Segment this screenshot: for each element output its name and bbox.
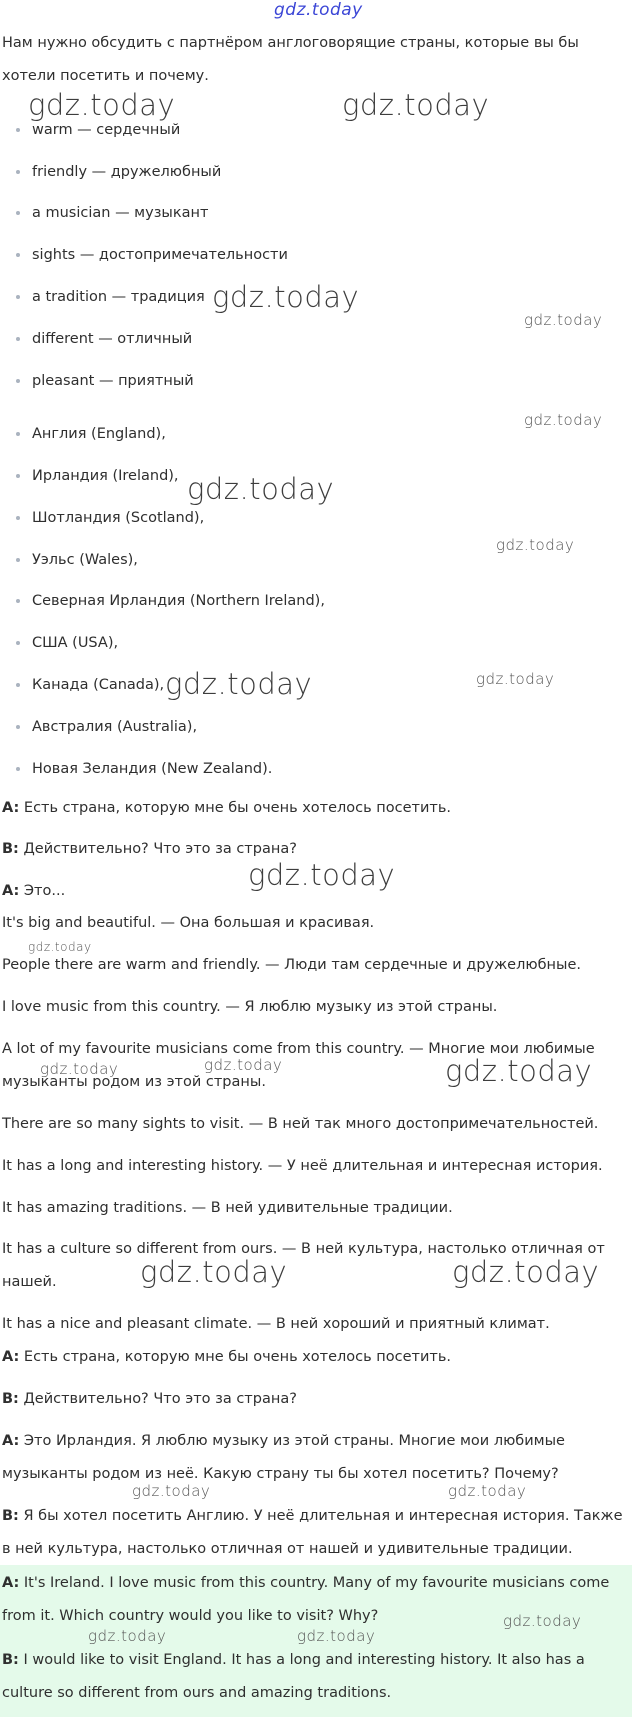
watermark: gdz.today (496, 536, 575, 554)
watermark: gdz.today (524, 411, 603, 429)
list-item: Ирландия (Ireland), (32, 468, 179, 484)
watermark: gdz.today (28, 88, 176, 122)
list-item: Новая Зеландия (New Zealand). (32, 761, 273, 777)
list-item: different — отличный (32, 331, 193, 347)
list-item: Шотландия (Scotland), (32, 510, 205, 526)
watermark: gdz.today (204, 1056, 283, 1074)
answer-line-b: B: I would like to visit England. It has a long and interesting history. It also has a culture so different from ours and amazing traditions. (2, 1652, 585, 1701)
list-item: sights — достопримечательности (32, 247, 288, 263)
watermark: gdz.today (28, 940, 92, 954)
phrase: It has a long and interesting history. — У неё длительная и интересная история. (2, 1158, 603, 1174)
dialogue-line: A: Это Ирландия. Я люблю музыку из этой страны. Многие мои любимые музыканты родом из неё. Какую страну ты бы хотел посетить? Почему? (2, 1433, 565, 1482)
intro-text: Нам нужно обсудить с партнёром англоговорящие страны, которые вы бы хотели посетить и почему. (2, 35, 579, 84)
answer-line-a: A: It's Ireland. I love music from this country. Many of my favourite musicians come from it. Which country would you like to visit? Why? (2, 1575, 610, 1624)
watermark: gdz.today (274, 0, 363, 20)
watermark: gdz.today (297, 1627, 376, 1645)
dialogue-line: B: Я бы хотел посетить Англию. У неё длительная и интересная история. Также в ней культура, настолько отличная от нашей и удивительные традиции. (2, 1508, 623, 1557)
list-item: Уэльс (Wales), (32, 552, 138, 568)
list-item: friendly — дружелюбный (32, 164, 222, 180)
phrase: It has a culture so different from ours. — В ней культура, настолько отличная от нашей. (2, 1241, 605, 1290)
list-item: США (USA), (32, 635, 119, 651)
watermark: gdz.today (524, 311, 603, 329)
watermark: gdz.today (248, 858, 396, 892)
watermark: gdz.today (165, 667, 313, 701)
watermark: gdz.today (40, 1060, 119, 1078)
list-item: Австралия (Australia), (32, 719, 198, 735)
list-item: warm — сердечный (32, 122, 181, 138)
watermark: gdz.today (342, 88, 490, 122)
dialogue-line: B: Действительно? Что это за страна? (2, 841, 297, 857)
phrase: It has amazing traditions. — В ней удивительные традиции. (2, 1200, 453, 1216)
phrase: It's big and beautiful. — Она большая и красивая. (2, 915, 375, 931)
phrase: People there are warm and friendly. — Люди там сердечные и дружелюбные. (2, 957, 581, 973)
dialogue-line: A: Есть страна, которую мне бы очень хотелось посетить. (2, 800, 452, 816)
list-item: a musician — музыкант (32, 205, 209, 221)
dialogue-line: B: Действительно? Что это за страна? (2, 1391, 297, 1407)
phrase: There are so many sights to visit. — В ней так много достопримечательностей. (2, 1116, 599, 1132)
phrase: I love music from this country. — Я люблю музыку из этой страны. (2, 999, 498, 1015)
watermark: gdz.today (476, 670, 555, 688)
list-item: Северная Ирландия (Northern Ireland), (32, 593, 325, 609)
watermark: gdz.today (88, 1627, 167, 1645)
dialogue-line: A: Есть страна, которую мне бы очень хотелось посетить. (2, 1349, 452, 1365)
watermark: gdz.today (448, 1482, 527, 1500)
phrase: A lot of my favourite musicians come from this country. — Многие мои любимые музыканты родом из этой страны. (2, 1041, 595, 1090)
watermark: gdz.today (132, 1482, 211, 1500)
list-item: Англия (England), (32, 426, 166, 442)
watermark: gdz.today (212, 280, 360, 314)
watermark: gdz.today (445, 1054, 593, 1088)
watermark: gdz.today (140, 1255, 288, 1289)
watermark: gdz.today (452, 1255, 600, 1289)
dialogue-line: A: Это... (2, 883, 66, 899)
watermark: gdz.today (187, 472, 335, 506)
list-item: a tradition — традиция (32, 289, 205, 305)
phrase: It has a nice and pleasant climate. — В ней хороший и приятный климат. (2, 1316, 550, 1332)
list-item: Канада (Canada), (32, 677, 165, 693)
list-item: pleasant — приятный (32, 373, 194, 389)
watermark: gdz.today (503, 1612, 582, 1630)
